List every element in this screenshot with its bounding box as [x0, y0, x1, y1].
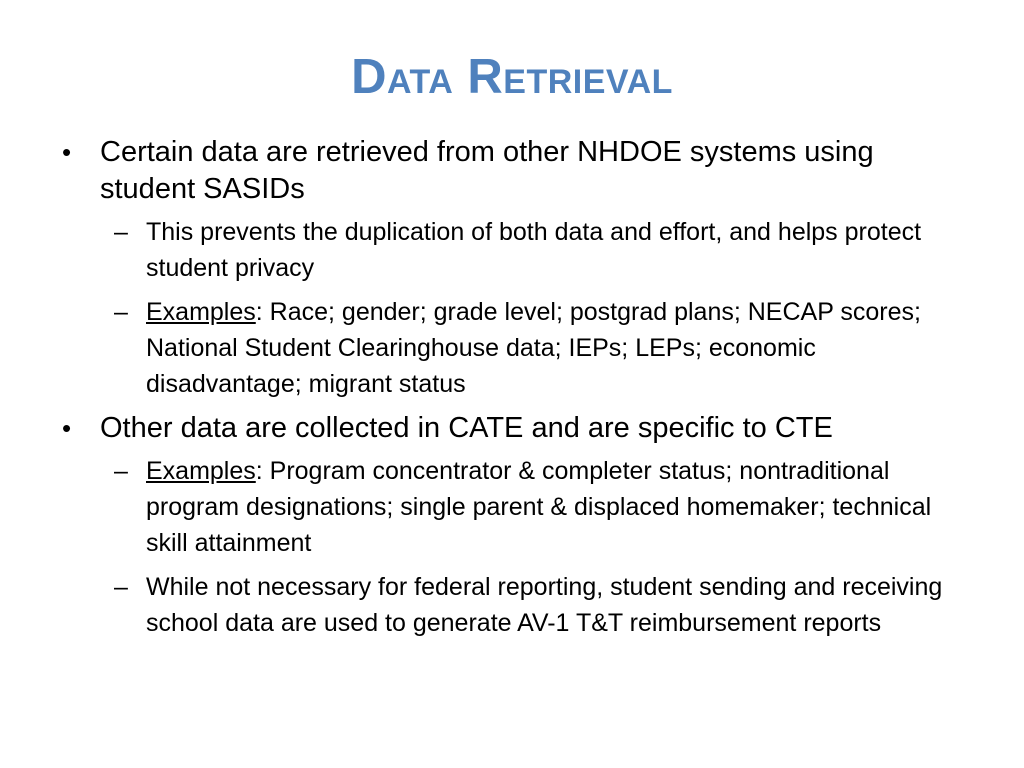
sub-bullet-list: [100, 453, 972, 641]
sub-bullet-item: [100, 453, 972, 561]
bullet-item: [62, 134, 972, 402]
examples-label: Examples: [146, 298, 256, 326]
sub-bullet-list: [100, 214, 972, 402]
dash-icon: –: [114, 298, 128, 326]
sub-bullet-text: This prevents the duplication of both data and effort, and helps protect student privacy: [146, 218, 922, 282]
sub-bullet-item: [100, 294, 972, 402]
sub-bullet-item: [100, 214, 972, 286]
bullet-icon: •: [62, 137, 72, 167]
dash-icon: –: [114, 218, 128, 246]
bullet-item: [62, 410, 972, 641]
dash-icon: –: [114, 573, 128, 601]
bullet-text: Certain data are retrieved from other NHDOE systems using student SASIDs: [100, 136, 874, 205]
examples-label: Examples: [146, 457, 256, 485]
sub-bullet-text: : Program concentrator & completer status; nontraditional program designations; single parent & displaced homemaker; technical skill attainment: [146, 457, 932, 557]
bullet-list: [62, 134, 972, 649]
sub-bullet-text: : Race; gender; grade level; postgrad plans; NECAP scores; National Student Clearinghouse data; IEPs; LEPs; economic disadvantage; migrant status: [146, 298, 921, 398]
bullet-text: Other data are collected in CATE and are specific to CTE: [100, 412, 833, 444]
bullet-icon: •: [62, 413, 72, 443]
dash-icon: –: [114, 457, 128, 485]
slide-title: Data Retrieval: [351, 50, 673, 104]
sub-bullet-text: While not necessary for federal reporting, student sending and receiving school data are used to generate AV-1 T&T reimbursement reports: [146, 573, 943, 637]
sub-bullet-item: [100, 569, 972, 641]
